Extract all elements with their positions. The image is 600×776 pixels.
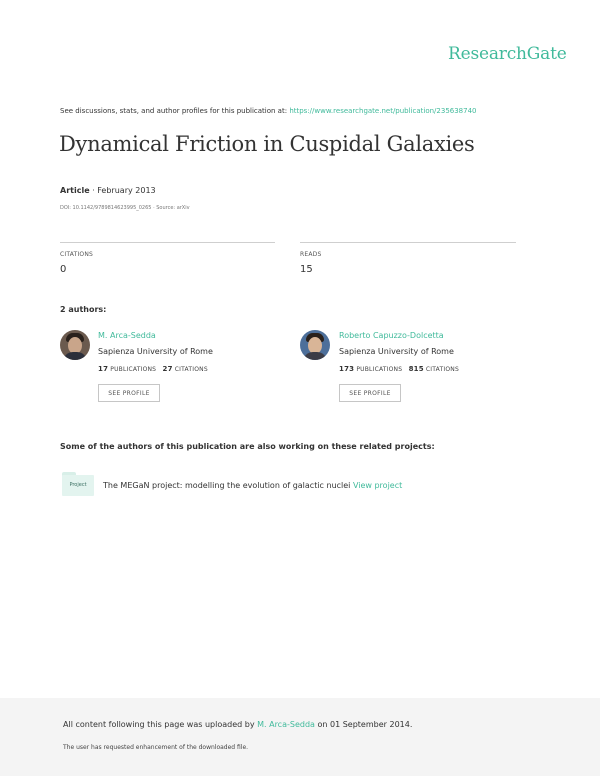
related-project	[103, 481, 402, 490]
citations-value: 0	[60, 264, 67, 275]
project-folder-icon	[62, 472, 94, 496]
publication-type: Article	[60, 186, 90, 195]
citations-label: CITATIONS	[60, 251, 94, 258]
publication-url-link[interactable]: https://www.researchgate.net/publication/235638740	[289, 107, 477, 115]
authors-heading: 2 authors:	[60, 305, 107, 314]
doi-line: DOI: 10.1142/9789814623995_0265 · Source: arXiv	[60, 205, 190, 211]
author-institution: Sapienza University of Rome	[339, 347, 454, 356]
meta-separator: ·	[89, 186, 98, 195]
publications-label: PUBLICATIONS	[356, 366, 403, 373]
author-stats	[98, 365, 208, 373]
folder-label: Project	[69, 482, 87, 488]
publications-label: PUBLICATIONS	[110, 366, 157, 373]
reads-value: 15	[300, 264, 313, 275]
see-profile-button[interactable]: SEE PROFILE	[98, 384, 160, 402]
publications-count: 17	[98, 365, 109, 373]
enhancement-note: The user has requested enhancement of the downloaded file.	[63, 744, 249, 751]
publication-title: Dynamical Friction in Cuspidal Galaxies	[59, 132, 475, 156]
author-institution: Sapienza University of Rome	[98, 347, 213, 356]
upload-notice	[63, 720, 412, 729]
upload-prefix: All content following this page was uploaded by	[63, 720, 258, 729]
footer-band	[0, 698, 600, 776]
author-stats	[339, 365, 459, 373]
reads-divider	[300, 242, 516, 243]
author-name-link[interactable]: M. Arca-Sedda	[98, 331, 156, 340]
avatar-body	[303, 352, 327, 360]
publications-count: 173	[339, 365, 355, 373]
citations-label: CITATIONS	[425, 366, 459, 373]
citations-count: 815	[408, 365, 424, 373]
related-projects-heading: Some of the authors of this publication are also working on these related projects:	[60, 442, 435, 451]
publication-meta	[60, 186, 156, 195]
upload-suffix: on 01 September 2014.	[314, 720, 413, 729]
author-avatar[interactable]	[60, 330, 90, 360]
see-profile-button[interactable]: SEE PROFILE	[339, 384, 401, 402]
citations-divider	[60, 242, 275, 243]
discussion-text: See discussions, stats, and author profiles for this publication at:	[60, 107, 290, 115]
project-description: The MEGaN project: modelling the evolution of galactic nuclei	[103, 481, 353, 490]
view-project-link[interactable]: View project	[352, 481, 403, 490]
publication-date: February 2013	[97, 186, 156, 195]
author-name-link[interactable]: Roberto Capuzzo-Dolcetta	[339, 331, 444, 340]
author-avatar[interactable]	[300, 330, 330, 360]
avatar-body	[63, 352, 87, 360]
citations-label: CITATIONS	[174, 366, 208, 373]
reads-label: READS	[300, 251, 322, 258]
researchgate-logo[interactable]: ResearchGate	[448, 44, 567, 64]
citations-count: 27	[162, 365, 173, 373]
uploader-link[interactable]: M. Arca-Sedda	[257, 720, 315, 729]
discussion-line	[60, 107, 477, 115]
